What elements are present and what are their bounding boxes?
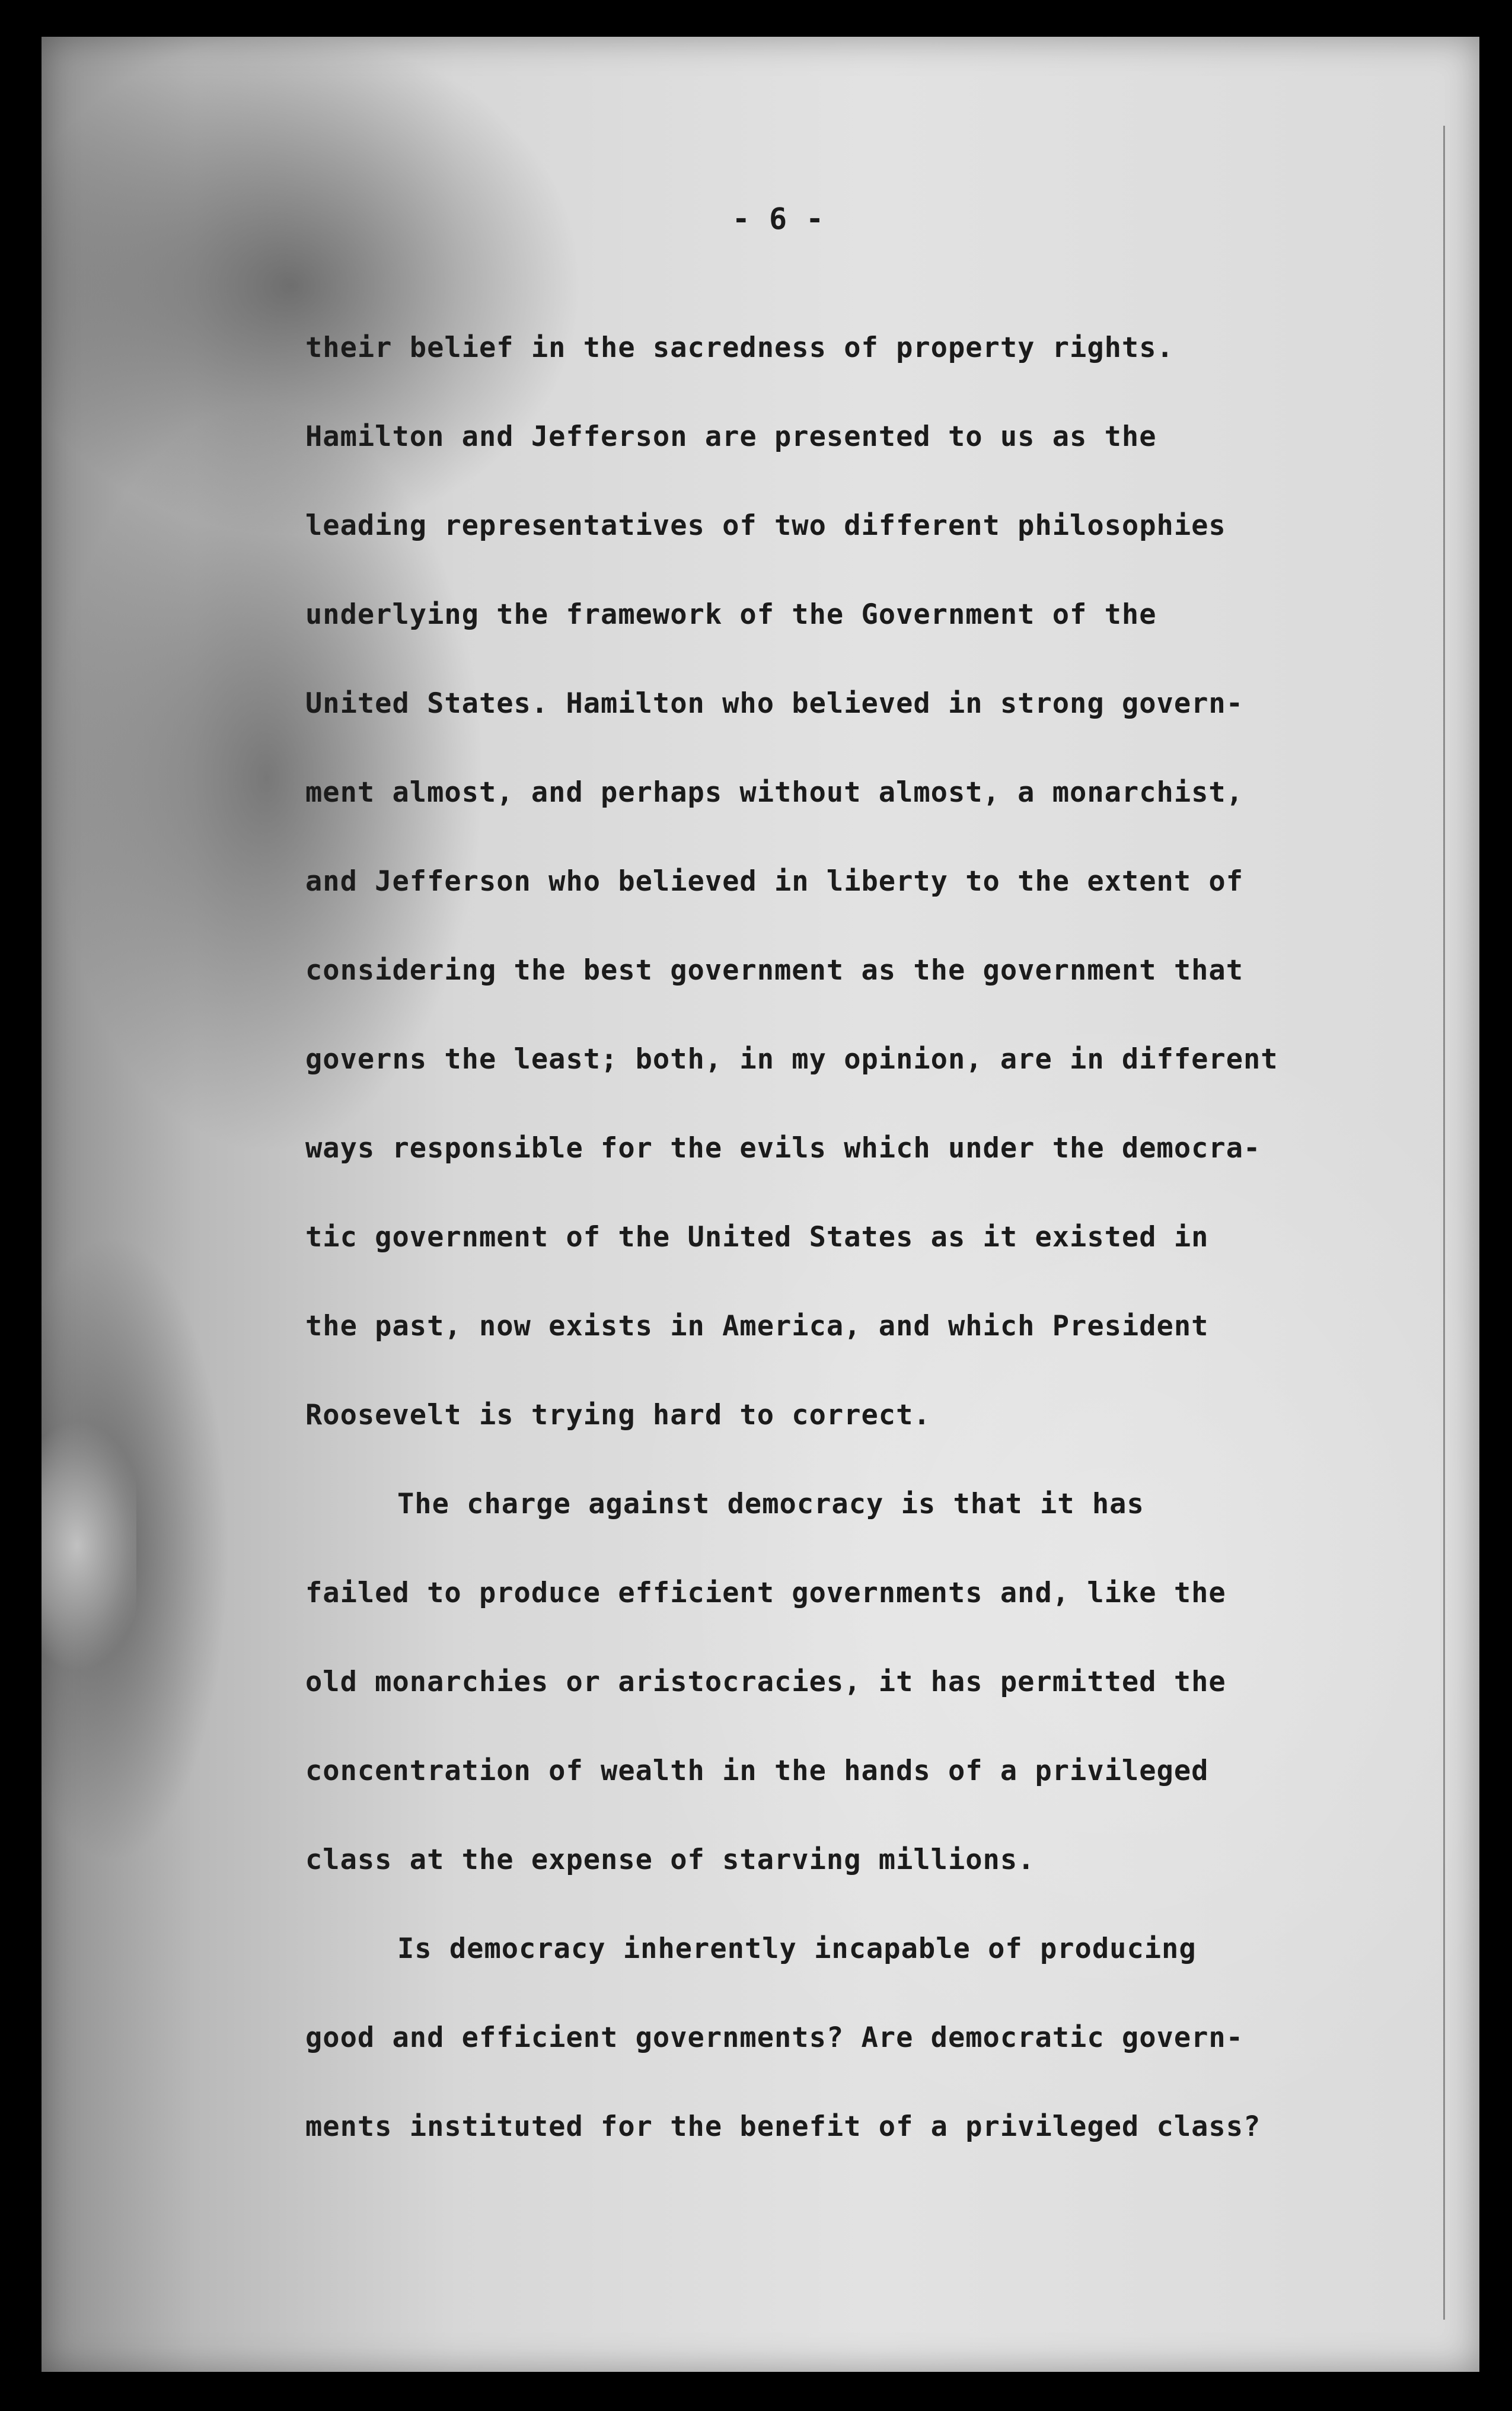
text-line: Roosevelt is trying hard to correct.: [305, 1399, 931, 1431]
text-line: leading representatives of two different philosophies: [305, 509, 1226, 542]
paragraph-first-line: The charge against democracy is that it has: [397, 1488, 1144, 1520]
text-line: and Jefferson who believed in liberty to the extent of: [305, 865, 1244, 898]
text-line: underlying the framework of the Government of the: [305, 598, 1157, 631]
text-line: Hamilton and Jefferson are presented to us as the: [305, 420, 1157, 453]
text-line: the past, now exists in America, and which President: [305, 1310, 1209, 1342]
paragraph-first-line: Is democracy inherently incapable of producing: [397, 1932, 1197, 1965]
page-number: - 6 -: [732, 202, 825, 236]
text-line: ment almost, and perhaps without almost, a monarchist,: [305, 776, 1244, 809]
text-line: ments instituted for the benefit of a privileged class?: [305, 2110, 1261, 2143]
text-line: class at the expense of starving millions.: [305, 1844, 1035, 1876]
document-page: [42, 37, 1479, 2372]
text-line: governs the least; both, in my opinion, are in different: [305, 1043, 1278, 1076]
text-line: ways responsible for the evils which under the democra-: [305, 1132, 1261, 1165]
typed-text-area: [42, 37, 1479, 2372]
text-line: tic government of the United States as it existed in: [305, 1221, 1209, 1254]
text-line: considering the best government as the government that: [305, 954, 1244, 987]
text-line: good and efficient governments? Are democratic govern-: [305, 2021, 1244, 2054]
text-line: concentration of wealth in the hands of a privileged: [305, 1755, 1209, 1787]
text-line: failed to produce efficient governments and, like the: [305, 1577, 1226, 1609]
text-line: United States. Hamilton who believed in strong govern-: [305, 687, 1244, 720]
text-line: old monarchies or aristocracies, it has permitted the: [305, 1666, 1226, 1698]
body-text: [305, 304, 1432, 2171]
text-line: their belief in the sacredness of property rights.: [305, 331, 1174, 364]
